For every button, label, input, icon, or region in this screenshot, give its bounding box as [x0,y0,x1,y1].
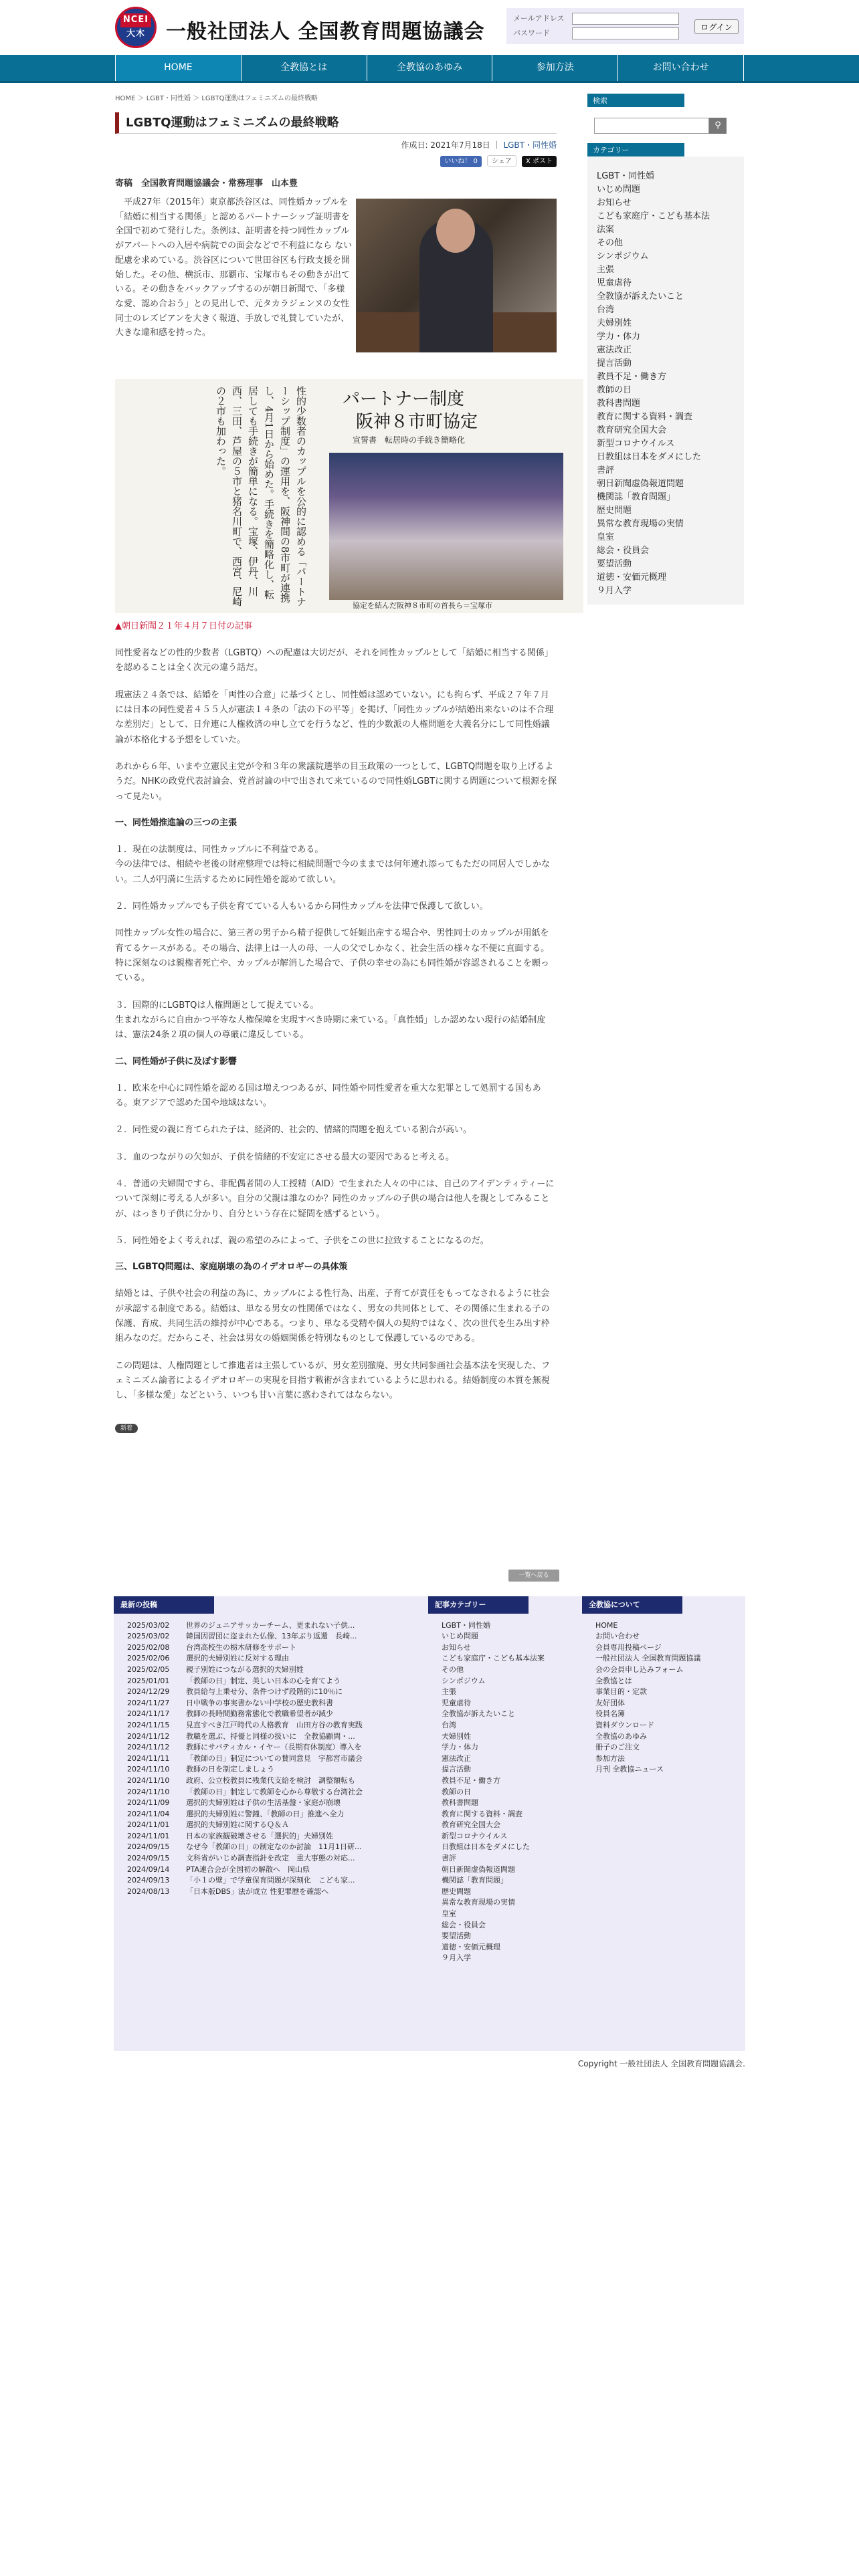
breadcrumb[interactable]: HOME ＞ LGBT・同性婚 ＞ LGBTQ運動はフェミニズムの最終戦略 [115,95,318,102]
post-title[interactable]: 「教師の日」制定についての賛同意見 宇都宮市議会 [186,1753,363,1763]
password-field[interactable] [572,27,679,39]
about-link[interactable]: 一般社団法人 全国教育問題協議 [595,1654,701,1663]
sidebar-category-link[interactable]: シンポジウム [597,251,649,261]
sidebar [587,94,744,605]
sidebar-category-link[interactable]: 書評 [597,465,615,475]
category-list [587,156,744,605]
clip-headline-1: パートナー制度 [343,389,465,409]
post-title[interactable]: 「日本版DBS」法が成立 性犯罪歴を確認へ [186,1887,329,1896]
photo-face [436,209,475,253]
about-link[interactable]: 資料ダウンロード [595,1720,654,1729]
recent-post-item[interactable] [127,1709,428,1720]
paragraph: ２．同性愛の親に育てられた子は、経済的、社会的、情緒的問題を抱えている割合が高い。 [115,1125,472,1136]
recent-post-item[interactable] [127,1742,428,1753]
post-title[interactable]: 「教師の日」制定、美しい日本の心を育てよう [186,1676,341,1685]
paragraph: １．欧米を中心に同性婚を認める国は増えつつあるが、同性婚や同性愛者を重大な犯罪として処罰する国もある。東アジアで認めた国や地域はない。 [115,1083,541,1108]
post-date: 2024/11/10 [127,1776,170,1785]
footer-category-link[interactable]: いじめ問題 [442,1632,478,1641]
sidebar-category-link[interactable]: LGBT・同性婚 [597,171,655,181]
post-date: 2024/11/12 [127,1731,170,1741]
sidebar-category-link[interactable]: 憲法改正 [597,345,632,355]
post-date: 2024/11/10 [127,1787,170,1796]
footer-category-link[interactable]: 機関誌「教育問題」 [442,1876,508,1885]
email-field[interactable] [572,13,679,25]
footer-category-link[interactable]: お知らせ [442,1642,471,1652]
footer-category-link[interactable]: 要望活動 [442,1931,471,1941]
recent-post-item[interactable] [127,1653,428,1665]
post-date: 2024/11/09 [127,1798,170,1808]
footer-category-link[interactable]: ９月入学 [442,1953,471,1963]
category-heading: カテゴリー [587,143,684,156]
footer-category-link[interactable]: 教科書問題 [442,1798,478,1808]
footer-category-link[interactable]: 児童虐待 [442,1698,471,1707]
sidebar-category-link[interactable]: 新型コロナウイルス [597,439,675,449]
sidebar-category-link[interactable]: 要望活動 [597,559,632,569]
post-date: 2024/09/13 [127,1876,170,1885]
nav-home[interactable]: HOME [115,55,241,81]
footer-category-link[interactable]: 新型コロナウイルス [442,1831,508,1840]
footer-category-link[interactable]: 道徳・安価元概理 [442,1942,500,1951]
post-date: 2024/11/10 [127,1765,170,1774]
about-heading: 全教協について [582,1596,682,1614]
fb-like-button[interactable]: いいね！ 0 [440,156,482,167]
post-title[interactable]: 選択的夫婦別姓に反対する理由 [186,1654,289,1663]
recent-post-item[interactable] [127,1887,428,1898]
article [115,108,557,1435]
copyright: Copyright 一般社団法人 全国教育問題協議会. [577,2059,745,2068]
paragraph: ２．同性婚カップルでも子供を育てている人もいるから同性カップルを法律で保護して欲しい。 [115,901,488,911]
login-button[interactable]: ログイン [694,19,739,34]
footer-category-link[interactable]: その他 [442,1665,464,1674]
about-link[interactable]: 月刊 全教協ニュース [595,1765,664,1774]
post-title[interactable]: 親子別姓につながる選択的夫婦別姓 [186,1665,304,1674]
sidebar-category-link[interactable]: 夫婦別姓 [597,318,632,328]
about-link[interactable]: HOME [595,1620,618,1630]
about-link[interactable]: 友好団体 [595,1698,625,1707]
sidebar-category-link[interactable]: お知らせ [597,198,632,208]
search-icon[interactable]: ⚲ [709,118,727,134]
speaker-photo [356,199,557,352]
post-title[interactable]: 文科省がいじめ調査指針を改定 重大事態の対応... [186,1854,355,1863]
sidebar-category-link[interactable]: 教育研究全国大会 [597,425,667,435]
recent-post-item[interactable] [127,1831,428,1842]
post-title[interactable]: なぜ今「教師の日」の制定なのか討論 11月1日研... [186,1842,362,1852]
sidebar-category-link[interactable]: 異常な教育現場の実情 [597,519,684,529]
intro-section [115,195,557,352]
post-date: 2025/01/01 [127,1676,170,1685]
sidebar-category-link[interactable]: 教師の日 [597,385,632,395]
sidebar-category-link[interactable]: 提言活動 [597,358,632,368]
post-title[interactable]: 韓国因習団に盗まれた仏像、13年ぶり返還 長崎... [186,1632,357,1641]
fb-share-button[interactable]: シェア [487,155,516,167]
footer-category-link[interactable]: 朝日新聞虚偽報道問題 [442,1864,515,1874]
post-date: 2024/11/17 [127,1709,170,1719]
about-link[interactable]: 役員名簿 [595,1709,625,1719]
post-title[interactable]: 選択的夫婦別姓に関するＱ＆Ａ [186,1820,289,1830]
recent-post-item[interactable] [127,1776,428,1787]
footer-category-link[interactable]: 歴史問題 [442,1887,471,1896]
sidebar-category-link[interactable]: 台湾 [597,305,615,315]
recent-post-item[interactable] [127,1753,428,1765]
search-heading: 検索 [587,94,684,107]
post-date: 2024/11/12 [127,1743,170,1752]
post-date: 2024/11/01 [127,1831,170,1840]
recent-post-item[interactable] [127,1631,428,1642]
sidebar-category-link[interactable]: その他 [597,238,624,248]
post-date: 2024/08/13 [127,1887,170,1896]
global-nav [0,55,859,83]
about-link[interactable]: お問い合わせ [595,1632,640,1641]
footer-category-link[interactable]: 皇室 [442,1909,456,1919]
paragraph: ４．普通の夫婦間ですら、非配偶者間の人工授精（AID）で生まれた人々の中には、自己のアイデンティティーについて深刻に考える人が多い。自分の父親は誰なのか？同性のカップルの子供の場合は他人を親としてみることが、はっきり子供に分かり、自分という存在に疑問を感ずるという。 [115,1179,555,1219]
post-date: 2025/02/06 [127,1654,170,1663]
login-form [506,8,744,44]
sidebar-category-link[interactable]: 教育に関する資料・調査 [597,412,693,422]
about-link[interactable]: 全教協とは [595,1676,632,1685]
sidebar-category-link[interactable]: 道徳・安価元概理 [597,572,667,582]
sidebar-category-link[interactable]: 教科書問題 [597,399,641,409]
post-date: 2024/11/11 [127,1753,170,1763]
sidebar-category-link[interactable]: 日教組は日本をダメにした [597,452,702,462]
sidebar-category-link[interactable]: 朝日新聞虚偽報道問題 [597,479,684,489]
paragraph: 同性カップル女性の場合に、第三者の男子から精子提供して妊娠出産する場合や、男性同士のカップルが用紙を育てるケースがある。その場合、法律上は一人の母、一人の父でしかなく、社会生活の様々な不便に直面する。特に深刻なのは親権者死亡や、カップルが解消した場合で、子供の幸せの為にも同性婚が容認されることを願っている。 [115,928,550,984]
footer-category-link[interactable]: 台湾 [442,1720,456,1729]
sidebar-category-link[interactable]: 学力・体力 [597,332,641,342]
back-to-list-button[interactable]: 一覧へ戻る [508,1570,559,1582]
recent-post-item[interactable] [127,1809,428,1820]
post-date: 2025/02/05 [127,1665,170,1674]
post-date: 2024/11/04 [127,1809,170,1818]
clip-source: ▲朝日新聞２１年４月７日付の記事 [115,621,252,631]
intro-paragraph: 平成27年（2015年）東京都渋谷区は、同性婚カップルを「結婚に相当する関係」と認めるパートナーシップ証明書を全国で初めて発行した。条例は、証明書を持つ同性カップルがアパートへの入居や病院での面会などで不利益になら ない配慮を求めている。渋谷区について世田谷区も行政支援を開始した。その他、横浜市、那覇市、宝塚市もその動きが出ている。その動きをバックアップするのが朝日新聞で、「多様な愛、認め合おう」との見出しで、元タカラジェンヌの女性同士のレズビアンを大きく報道、手放しで礼賛していたが、大きな違和感を持った。 [115,197,353,338]
sidebar-category-link[interactable]: 教員不足・働き方 [597,372,667,382]
recent-post-item[interactable] [127,1798,428,1809]
footer-category-link[interactable]: 夫婦別姓 [442,1731,471,1741]
section-heading: 三、LGBTQ問題は、家庭崩壊の為のイデオロギーの具体策 [115,1262,348,1273]
paragraph: 同性愛者などの性的少数者（LGBTQ）への配慮は大切だが、それを同性カップルとして「結婚に相当する関係」を認めることは全く次元の違う話だ。 [115,647,553,673]
site-title[interactable]: 一般社団法人 全国教育問題協議会 [166,20,485,43]
paragraph: 結婚とは、子供や社会の利益の為に、カップルによる性行為、出産、子育てが責任をもってなされるように社会が承認する制度である。結婚は、単なる男女の性関係ではなく、男女の共同体として、その関係に生まれる子の保護、育成、共同生活の維持が中心である。つまり、単なる受精や個人の契約ではなく、次の世代を生み出す枠組みなのだ。だからこそ、社会は男女の婚姻関係を特別なものとして保護しているのである。 [115,1289,550,1344]
recent-post-item[interactable] [127,1787,428,1798]
recent-post-item[interactable] [127,1853,428,1864]
footer-category-link[interactable]: 教育に関する資料・調査 [442,1809,522,1818]
post-date: 2024/09/15 [127,1854,170,1863]
footer-category-link[interactable]: 書評 [442,1854,456,1863]
sidebar-category-link[interactable]: ９月入学 [597,586,632,596]
sidebar-category-link[interactable]: 全教協が訴えたいこと [597,292,684,302]
footer-category-link[interactable]: 憲法改正 [442,1753,471,1763]
post-date: 2025/03/02 [127,1632,170,1641]
footer-category-link[interactable]: LGBT・同性婚 [442,1620,490,1630]
paragraph: 現憲法２４条では、結婚を「両性の合意」に基づくとし、同性婚は認めていない。にも拘らず、平成２７年７月には日本の同性愛者４５５人が憲法１４条の「法の下の平等」を掲げ、「同性カップルが結婚出来ないのは不合理な差別だ」として、日弁連に人権救済の申し立てを行うなど、性的少数派の人権問題を大義名分にして同性婚議論が本格化する予想をしていた。 [115,689,554,745]
logo-text-top: NCEI [120,13,151,27]
clip-headline-2: 阪神８市町協定 [356,411,478,432]
recent-post-item[interactable] [127,1864,428,1876]
sidebar-category-link[interactable]: 総会・役員会 [597,546,650,556]
post-title[interactable]: 教師の長時間勤務常態化で教職希望者が減少 [186,1709,333,1719]
paragraph: ５．同性婚をよく考えれば、親の希望のみによって、子供をこの世に拉致することになるのだ。 [115,1236,489,1247]
category-link[interactable]: LGBT・同性婚 [503,140,557,150]
recent-post-item[interactable] [127,1620,428,1632]
post-date: 2025/03/02 [127,1620,170,1630]
paragraph: あれから６年、いまや立憲民主党が令和３年の衆議院選挙の目玉政策の一つとして、LGBTQ問題を取り上げるようだ。NHKの政党代表討論会、党首討論の中で出されて来ているので同性婚LGBTに関する問題について根源を探って見たい。 [115,761,557,802]
post-date: 作成日: 2021年7月18日 [401,140,490,150]
post-date: 2024/11/27 [127,1698,170,1707]
article-body [115,646,557,1404]
email-label: メールアドレス [513,14,565,23]
sidebar-category-link[interactable]: 主張 [597,265,615,275]
footer-category-link[interactable]: 総会・役員会 [442,1920,486,1929]
sidebar-category-link[interactable]: 機関誌「教育問題」 [597,492,676,502]
search-box [587,118,744,134]
clip-caption: 協定を結んだ阪神８市町の首長ら＝宝塚市 [353,601,492,610]
sidebar-category-link[interactable]: 法案 [597,225,615,235]
recent-post-item[interactable] [127,1665,428,1676]
new-tag[interactable]: 新着 [115,1424,138,1433]
footer-category-link[interactable]: 主張 [442,1687,456,1697]
footer-category-link[interactable]: 学力・体力 [442,1743,478,1752]
post-title[interactable]: 選択的夫婦別姓は子供の生活基盤・家庭が崩壊 [186,1798,341,1808]
post-title[interactable]: 教師の日を制定しましょう [186,1765,274,1774]
nav-about[interactable]: 全教協とは [241,55,367,81]
sidebar-category-link[interactable]: 皇室 [597,532,615,542]
about-link[interactable]: 参加方法 [595,1753,625,1763]
post-title[interactable]: 日中戦争の事実書かない中学校の歴史教科書 [186,1698,333,1707]
site-logo[interactable] [115,7,157,48]
social-buttons [115,154,557,168]
post-title[interactable]: 「小１の壁」で学童保育問題が深刻化 こども家... [186,1876,355,1885]
search-input[interactable] [594,118,709,134]
logo-text-bottom: 大木 [126,29,145,39]
footer-category-link[interactable]: 提言活動 [442,1765,471,1774]
recent-post-item[interactable] [127,1764,428,1776]
post-title[interactable]: 日本の家族観破壊させる「選択的」夫婦別姓 [186,1831,333,1840]
post-title[interactable]: PTA連合会が全国初の解散へ 岡山県 [186,1864,310,1874]
author-line: 寄稿 全国教育問題協議会・常務理事 山本豊 [115,179,298,189]
about-link[interactable]: 事業目的・定款 [595,1687,647,1697]
paragraph: １．現在の法制度は、同性カップルに不利益である。 今の法律では、相続や老後の財産整理では特に相続問題で今のままでは何年連れ添ってもただの同居人でしかない。二人が円満に生活するために同性婚を認めて欲しい。 [115,844,551,885]
about-link[interactable]: 全教協のあゆみ [595,1731,647,1741]
page-title: LGBTQ運動はフェミニズムの最終戦略 [115,112,557,134]
post-title[interactable]: 世界のジュニアサッカーチーム、更まれない子供... [186,1620,355,1630]
post-title[interactable]: 見直すべき江戸時代の人格教育 山田方谷の教育実践 [186,1720,363,1729]
footer-category-link[interactable]: 日教組は日本をダメにした [442,1842,530,1852]
sidebar-category-link[interactable]: 児童虐待 [597,278,632,288]
post-title[interactable]: 政府、公立校教員に残業代支給を検討 調整額転も [186,1776,355,1785]
paragraph: ３．血のつながりの欠如が、子供を情緒的不安定にさせる最大の要因であると考える。 [115,1152,455,1162]
site-header [115,0,744,55]
footer-panel [114,1596,745,2051]
recent-posts [114,1596,428,1897]
password-label: パスワード [513,29,550,38]
about-link[interactable]: 冊子のご注文 [595,1743,640,1752]
post-title[interactable]: 台湾高校生の栃木研修をサポート [186,1642,296,1652]
clip-group-photo [329,453,563,600]
recent-post-item[interactable] [127,1687,428,1698]
post-title[interactable]: 「教師の日」制定して教師を心から尊敬する台湾社会 [186,1787,363,1796]
recent-post-item[interactable] [127,1698,428,1709]
section-heading: 一、同性婚推進論の三つの主張 [115,818,237,829]
footer-cat-heading: 記事カテゴリー [428,1596,529,1614]
clip-vertical-text: 性的少数者のカップルを公的に認める「パートナーシップ制度」の運用を、阪神間の8市町が連携し、4月1日から始めた。手続きを簡略化し、転居しても手続きが簡単になる。宝塚、伊丹、川西、三田、芦屋の５市と猪名川町で、西宮、尼崎の２市も加わった。 [215,385,307,607]
recent-post-item[interactable] [127,1875,428,1887]
footer-category-link[interactable]: シンポジウム [442,1676,486,1685]
post-date: 2024/11/01 [127,1820,170,1830]
meta-separator: ｜ [492,140,501,150]
post-date: 2024/09/15 [127,1842,170,1852]
about-link[interactable]: 会員専用投稿ページ [595,1642,662,1652]
footer-about [582,1596,743,1776]
post-date: 2024/09/14 [127,1864,170,1874]
paragraph: ３．国際的にLGBTQは人権問題として捉えている。 生まれながらに自由かつ平等な人権保障を実現すべき時期に来ている。「真性婚」しか認めない現行の結婚制度は、憲法24条２項の個人の尊厳に違反している。 [115,1000,546,1041]
sidebar-category-link[interactable]: 歴史問題 [597,506,632,516]
nav-join[interactable]: 参加方法 [492,55,617,81]
recent-post-item[interactable] [127,1720,428,1731]
sidebar-category-link[interactable]: いじめ問題 [597,185,641,195]
recent-post-item[interactable] [127,1676,428,1687]
recent-post-item[interactable] [127,1820,428,1831]
footer-category-link[interactable]: こども家庭庁・こども基本法案 [442,1654,545,1663]
post-date: 2024/11/15 [127,1720,170,1729]
nav-history[interactable]: 全教協のあゆみ [367,55,492,81]
post-title[interactable]: 選択的夫婦別姓に警鐘、「教師の日」推進へ全力 [186,1809,345,1818]
footer-category-link[interactable]: 全教協が訴えたいこと [442,1709,515,1719]
recent-post-item[interactable] [127,1642,428,1654]
post-title[interactable]: 教師にサバティカル・イヤー（長期有休制度）導入を [186,1743,362,1752]
post-date: 2025/02/08 [127,1642,170,1652]
footer-category-link[interactable]: 教育研究全国大会 [442,1820,500,1830]
post-title[interactable]: 教員給与上乗せ分、条件つけず段階的に10％に [186,1687,343,1697]
clip-subheading: 宣誓書 転居時の手続き簡略化 [353,435,466,445]
article-meta [115,139,557,152]
section-heading: 二、同性婚が子供に及ぼす影響 [115,1056,237,1067]
recent-heading: 最新の投稿 [114,1596,214,1614]
footer-category-link[interactable]: 異常な教育現場の実情 [442,1898,515,1907]
footer-category-link[interactable]: 教師の日 [442,1787,471,1796]
footer-category-link[interactable]: 教員不足・働き方 [442,1776,500,1785]
newspaper-clipping [115,379,583,613]
post-title[interactable]: 教職を選ぶ、持優と同様の扱いに 全教協顧問・... [186,1731,355,1741]
recent-post-item[interactable] [127,1731,428,1743]
sidebar-category-link[interactable]: こども家庭庁・こども基本法 [597,211,710,221]
post-date: 2024/12/29 [127,1687,170,1697]
recent-post-item[interactable] [127,1842,428,1853]
about-link[interactable]: 会の会員申し込みフォーム [595,1665,684,1674]
nav-contact[interactable]: お問い合わせ [617,55,744,81]
footer-categories [428,1596,582,1964]
x-post-button[interactable]: X ポスト [522,156,557,167]
paragraph: この問題は、人権問題として推進者は主張しているが、男女差別撤廃、男女共同参画社会基本法を実現した、フェミニズム論者によるイデオロギーの実現を目指す戦術が含まれているように思われる。結婚制度の本質を無視し、「多様な愛」などという、いつも甘い言葉に惑わされてはならない。 [115,1360,551,1401]
